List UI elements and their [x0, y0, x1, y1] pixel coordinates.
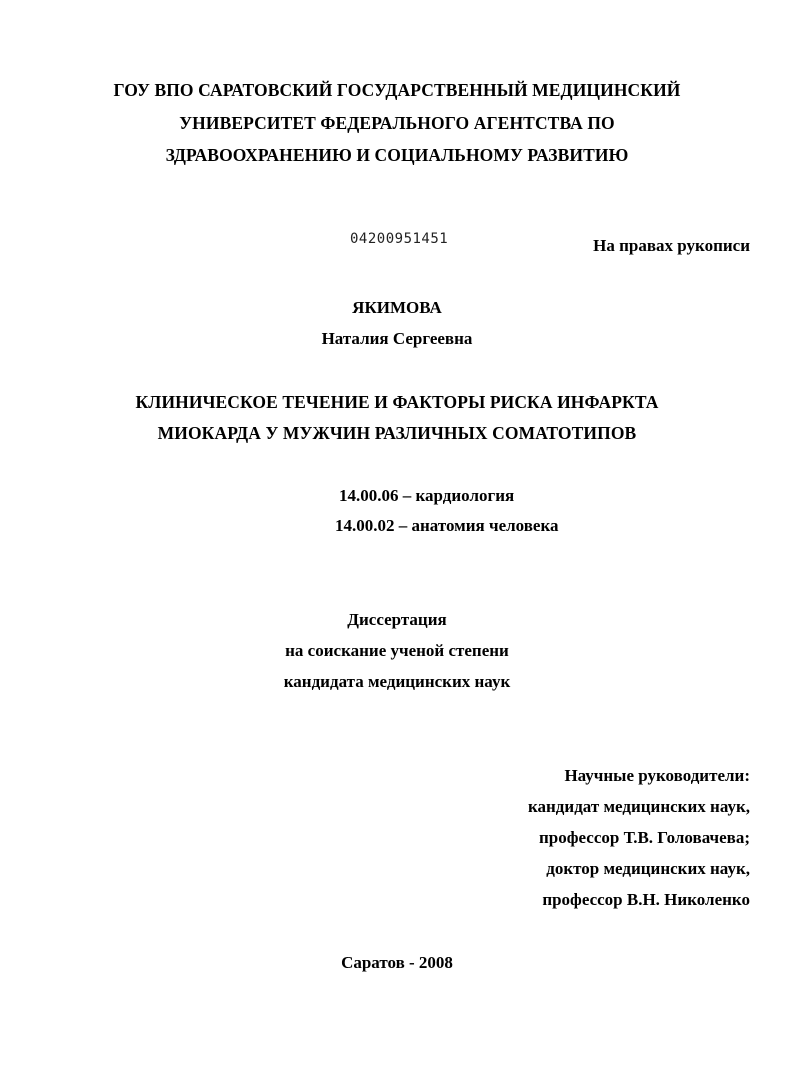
supervisor-1-name: профессор Т.В. Головачева; [539, 828, 750, 847]
degree-line-2: на соискание ученой степени [285, 641, 509, 660]
specialty-cardiology: 14.00.06 – кардиология [339, 486, 515, 505]
institution-line-1: ГОУ ВПО САРАТОВСКИЙ ГОСУДАРСТВЕННЫЙ МЕДИЦИНСКИЙ [113, 80, 681, 100]
specialty-anatomy: 14.00.02 – анатомия человека [335, 516, 559, 535]
degree-line-3: кандидата медицинских наук [283, 672, 511, 691]
supervisor-2-degree: доктор медицинских наук, [546, 859, 750, 878]
supervisors-heading: Научные руководители: [564, 766, 750, 785]
author-given-names: Наталия Сергеевна [321, 329, 473, 348]
degree-line-1: Диссертация [347, 610, 447, 629]
institution-line-3: ЗДРАВООХРАНЕНИЮ И СОЦИАЛЬНОМУ РАЗВИТИЮ [165, 145, 629, 165]
dissertation-title-line-1: КЛИНИЧЕСКОЕ ТЕЧЕНИЕ И ФАКТОРЫ РИСКА ИНФАРКТА [135, 392, 659, 412]
manuscript-note: На правах рукописи [593, 236, 750, 255]
supervisor-2-name: профессор В.Н. Николенко [542, 890, 750, 909]
supervisor-1-degree: кандидат медицинских наук, [527, 797, 750, 816]
library-stamp-number: 04200951451 [350, 231, 449, 247]
dissertation-title-line-2: МИОКАРДА У МУЖЧИН РАЗЛИЧНЫХ СОМАТОТИПОВ [157, 423, 637, 443]
institution-line-2: УНИВЕРСИТЕТ ФЕДЕРАЛЬНОГО АГЕНТСТВА ПО [179, 113, 615, 133]
place-year: Саратов - 2008 [341, 953, 453, 972]
author-surname: ЯКИМОВА [352, 298, 442, 317]
